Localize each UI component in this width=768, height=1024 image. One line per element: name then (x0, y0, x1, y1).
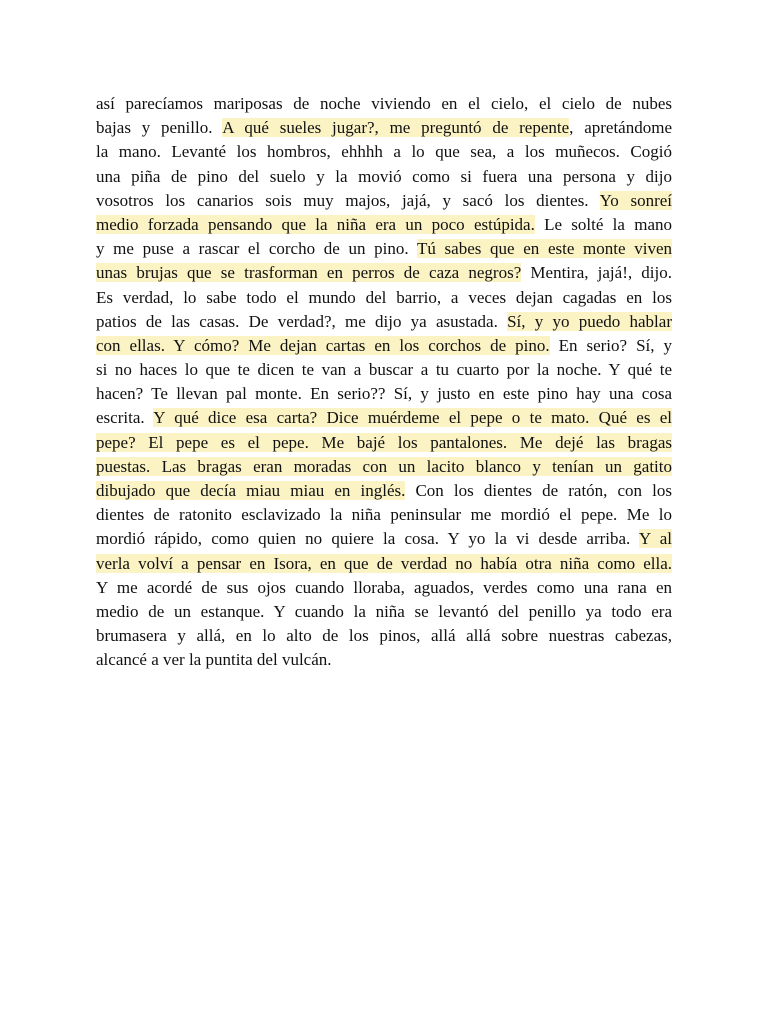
text-segment: medio de un estanque. Y cuando la niña se levantó del penillo ya todo era (96, 601, 672, 621)
text-line (96, 213, 672, 237)
text-segment: Con los dientes de ratón, con los (405, 481, 672, 500)
body-paragraph (96, 92, 672, 673)
text-line (96, 479, 672, 503)
text-line (96, 552, 672, 576)
text-segment: Y me acordé de sus ojos cuando lloraba, aguados, verdes como una rana en (96, 577, 672, 597)
text-segment: así parecíamos mariposas de noche viviendo en el cielo, el cielo de nubes (96, 94, 672, 113)
highlighted-text: pepe? El pepe es el pepe. Me bajé los pantalones. Me dejé las bragas (96, 432, 672, 452)
text-line (96, 92, 672, 116)
text-segment: vosotros los canarios sois muy majos, jajá, y sacó los dientes. (96, 190, 600, 210)
text-segment: mordió rápido, como quien no quiere la cosa. Y yo la vi desde arriba. (96, 529, 639, 549)
text-segment: dientes de ratonito esclavizado la niña peninsular me mordió el pepe. Me lo (96, 505, 672, 525)
text-segment: En serio? Sí, y (549, 335, 672, 355)
highlighted-text: con ellas. Y cómo? Me dejan cartas en los corchos de pino. (96, 335, 550, 355)
highlighted-text: puestas. Las bragas eran moradas con un lacito blanco y tenían un gatito (96, 456, 672, 476)
text-segment: Le solté la mano (534, 214, 672, 234)
text-line (96, 358, 672, 382)
text-line (96, 600, 672, 624)
text-line (96, 382, 672, 406)
highlighted-text: Y al (638, 529, 672, 549)
text-line (96, 237, 672, 261)
text-line (96, 261, 672, 285)
text-segment: la mano. Levanté los hombros, ehhhh a lo que sea, a los muñecos. Cogió (96, 142, 672, 162)
highlighted-text: Tú sabes que en este monte viven (416, 239, 672, 259)
text-segment: alcancé a ver la puntita del vulcán. (96, 650, 332, 670)
text-line (96, 286, 672, 310)
highlighted-text: A qué sueles jugar?, me preguntó de repente (222, 118, 570, 138)
text-segment: si no haces lo que te dicen te van a buscar a tu cuarto por la noche. Y qué te (96, 360, 672, 380)
text-line (96, 503, 672, 527)
text-segment: y me puse a rascar el corcho de un pino. (96, 239, 417, 259)
text-segment: patios de las casas. De verdad?, me dijo ya asustada. (96, 311, 508, 331)
highlighted-text: dibujado que decía miau miau en inglés. (96, 481, 406, 500)
text-line (96, 334, 672, 358)
text-line (96, 455, 672, 479)
highlighted-text: Yo sonreí (599, 190, 672, 210)
text-segment: brumasera y allá, en lo alto de los pinos, allá allá sobre nuestras cabezas, (96, 626, 672, 646)
highlighted-text: Sí, y yo puedo hablar (507, 311, 672, 331)
text-segment: , apretándome (569, 118, 672, 138)
text-segment: una piña de pino del suelo y la movió como si fuera una persona y dijo (96, 166, 672, 186)
text-segment: bajas y penillo. (96, 118, 223, 138)
text-line (96, 576, 672, 600)
text-segment: hacen? Te llevan pal monte. En serio?? Sí, y justo en este pino hay una cosa (96, 384, 672, 404)
text-line (96, 189, 672, 213)
text-line (96, 310, 672, 334)
text-segment: escrita. (96, 408, 154, 428)
text-line (96, 431, 672, 455)
text-segment: Mentira, jajá!, dijo. (521, 263, 672, 283)
text-line (96, 624, 672, 648)
text-line (96, 406, 672, 430)
text-line (96, 116, 672, 140)
highlighted-text: medio forzada pensando que la niña era un poco estúpida. (96, 214, 535, 234)
highlighted-text: Y qué dice esa carta? Dice muérdeme el pepe o te mato. Qué es el (153, 408, 672, 428)
text-line (96, 527, 672, 551)
text-segment: Es verdad, lo sabe todo el mundo del barrio, a veces dejan cagadas en los (96, 287, 672, 307)
highlighted-text: verla volví a pensar en Isora, en que de verdad no había otra niña como ella. (96, 553, 672, 573)
text-line (96, 165, 672, 189)
text-line (96, 648, 672, 672)
text-line (96, 140, 672, 164)
highlighted-text: unas brujas que se trasforman en perros de caza negros? (96, 263, 522, 283)
